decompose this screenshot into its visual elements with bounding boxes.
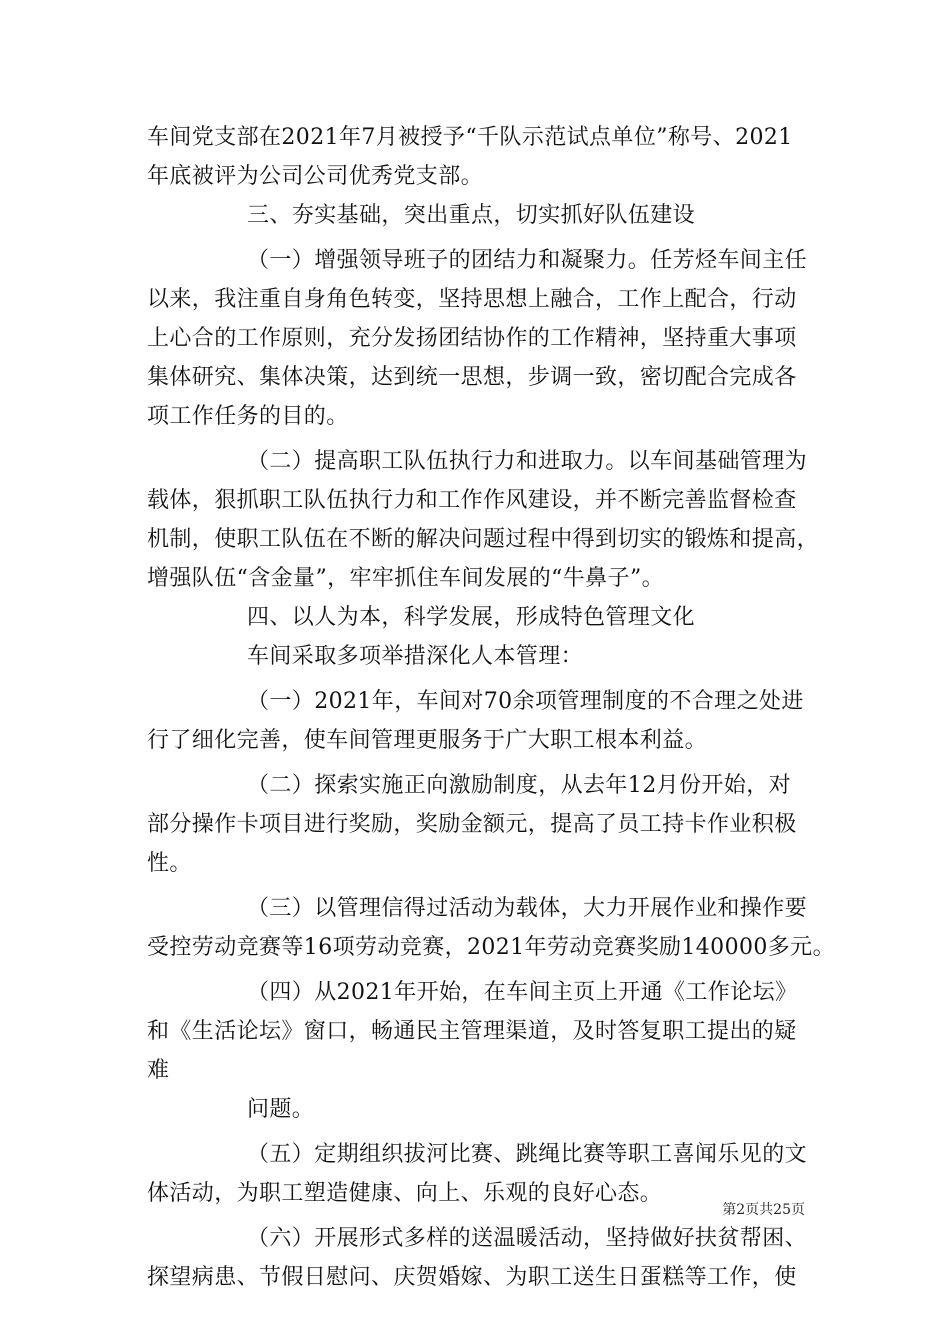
text-line: 载体，狠抓职工队伍执行力和工作作风建设，并不断完善监督检查 (147, 488, 797, 513)
text-line: 增强队伍“含金量”，牢牢抓住车间发展的“牛鼻子”。 (147, 566, 664, 591)
text-line: （五）定期组织拔河比赛、跳绳比赛等职工喜闻乐见的文 (247, 1142, 808, 1167)
text-line: 难 (147, 1058, 170, 1083)
text-line: 受控劳动竞赛等16项劳动竞赛，2021年劳动竞赛奖励140000多元。 (147, 935, 835, 960)
text-line: 年底被评为公司公司优秀党支部。 (147, 164, 484, 189)
text-line: 性。 (147, 851, 192, 876)
document-body (147, 118, 835, 1297)
text-line: 部分操作卡项目进行奖励，奖励金额元，提高了员工持卡作业积极 (147, 812, 797, 837)
text-line: （六）开展形式多样的送温暖活动，坚持做好扶贫帮困、 (247, 1226, 808, 1251)
text-line: 车间党支部在2021年7月被授予“千队示范试点单位”称号、2021 (147, 125, 793, 150)
text-line: 探望病患、节假日慰问、庆贺婚嫁、为职工送生日蛋糕等工作，使 (147, 1265, 797, 1290)
text-line: 车间采取多项举措深化人本管理： (247, 644, 584, 669)
text-line: （一）2021年，车间对70余项管理制度的不合理之处进 (247, 689, 804, 714)
page-number: 第2页共25页 (722, 1202, 805, 1218)
text-line: （四）从2021年开始，在车间主页上开通《工作论坛》 (247, 980, 798, 1005)
section-heading: 三、夯实基础，突出重点，切实抓好队伍建设 (247, 203, 696, 228)
text-line: 问题。 (247, 1097, 315, 1122)
text-line: （一）增强领导班子的团结力和凝聚力。任芳烃车间主任 (247, 248, 808, 273)
text-line: 机制，使职工队伍在不断的解决问题过程中得到切实的锻炼和提高， (147, 527, 820, 552)
section-heading: 四、以人为本，科学发展，形成特色管理文化 (247, 605, 696, 630)
text-line: 项工作任务的目的。 (147, 404, 349, 429)
text-line: 体活动，为职工塑造健康、向上、乐观的良好心态。 (147, 1181, 663, 1206)
text-line: 行了细化完善，使车间管理更服务于广大职工根本利益。 (147, 728, 708, 753)
text-line: 和《生活论坛》窗口，畅通民主管理渠道，及时答复职工提出的疑 (147, 1019, 797, 1044)
text-line: （三）以管理信得过活动为载体，大力开展作业和操作要 (247, 896, 808, 921)
text-line: （二）探索实施正向激励制度，从去年12月份开始，对 (247, 773, 791, 798)
text-line: 上心合的工作原则，充分发扬团结协作的工作精神，坚持重大事项 (147, 326, 797, 351)
text-line: 以来，我注重自身角色转变，坚持思想上融合，工作上配合，行动 (147, 287, 797, 312)
text-line: 集体研究、集体决策，达到统一思想，步调一致，密切配合完成各 (147, 365, 797, 390)
text-line: （二）提高职工队伍执行力和进取力。以车间基础管理为 (247, 449, 808, 474)
